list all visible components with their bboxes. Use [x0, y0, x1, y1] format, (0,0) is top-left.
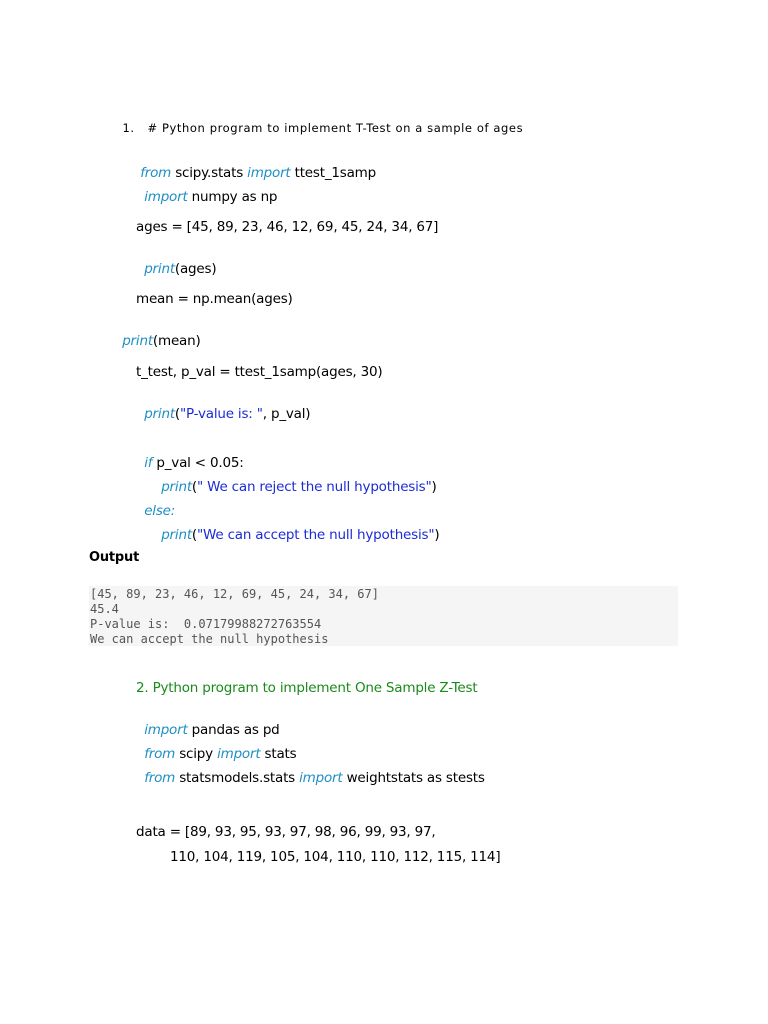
output-line: [45, 89, 23, 46, 12, 69, 45, 24, 34, 67]	[90, 587, 379, 601]
code-line-from-statsmodels: from statsmodels.stats import weightstats as stests	[144, 770, 485, 786]
code-line-from-scipy: from scipy.stats import ttest_1samp	[140, 165, 377, 181]
code-line-if: if p_val < 0.05:	[144, 455, 244, 471]
code-line-else: else:	[144, 503, 176, 519]
code-line-print-mean: print(mean)	[122, 333, 201, 349]
code-line-from-scipy-stats: from scipy import stats	[144, 746, 297, 762]
code-line-data-2: 110, 104, 119, 105, 104, 110, 110, 112, 115, 114]	[170, 849, 501, 865]
output-line: 45.4	[90, 602, 119, 616]
code-line-import-pandas: import pandas as pd	[144, 722, 280, 738]
section2-heading: 2. Python program to implement One Sample Z-Test	[136, 680, 478, 696]
code-line-print-ages: print(ages)	[144, 261, 217, 277]
output-line: P-value is: 0.07179988272763554	[90, 617, 322, 631]
output-line: We can accept the null hypothesis	[90, 632, 329, 646]
code-line-print-reject: print(" We can reject the null hypothesis")	[161, 479, 437, 495]
code-line-mean: mean = np.mean(ages)	[136, 291, 293, 307]
code-line-print-pvalue: print("P-value is: ", p_val)	[144, 406, 311, 422]
section1-heading	[114, 101, 523, 137]
code-line-print-accept: print("We can accept the null hypothesis")	[161, 527, 440, 543]
code-line-ages: ages = [45, 89, 23, 46, 12, 69, 45, 24, 34, 67]	[136, 219, 439, 235]
code-line-ttest: t_test, p_val = ttest_1samp(ages, 30)	[136, 364, 383, 380]
output-label: Output	[89, 550, 140, 565]
section1-number: 1.	[122, 121, 135, 135]
section1-title: # Python program to implement T-Test on a sample of ages	[147, 121, 524, 135]
code-line-data-1: data = [89, 93, 95, 93, 97, 98, 96, 99, 93, 97,	[136, 824, 436, 840]
code-line-import-numpy: import numpy as np	[144, 189, 278, 205]
